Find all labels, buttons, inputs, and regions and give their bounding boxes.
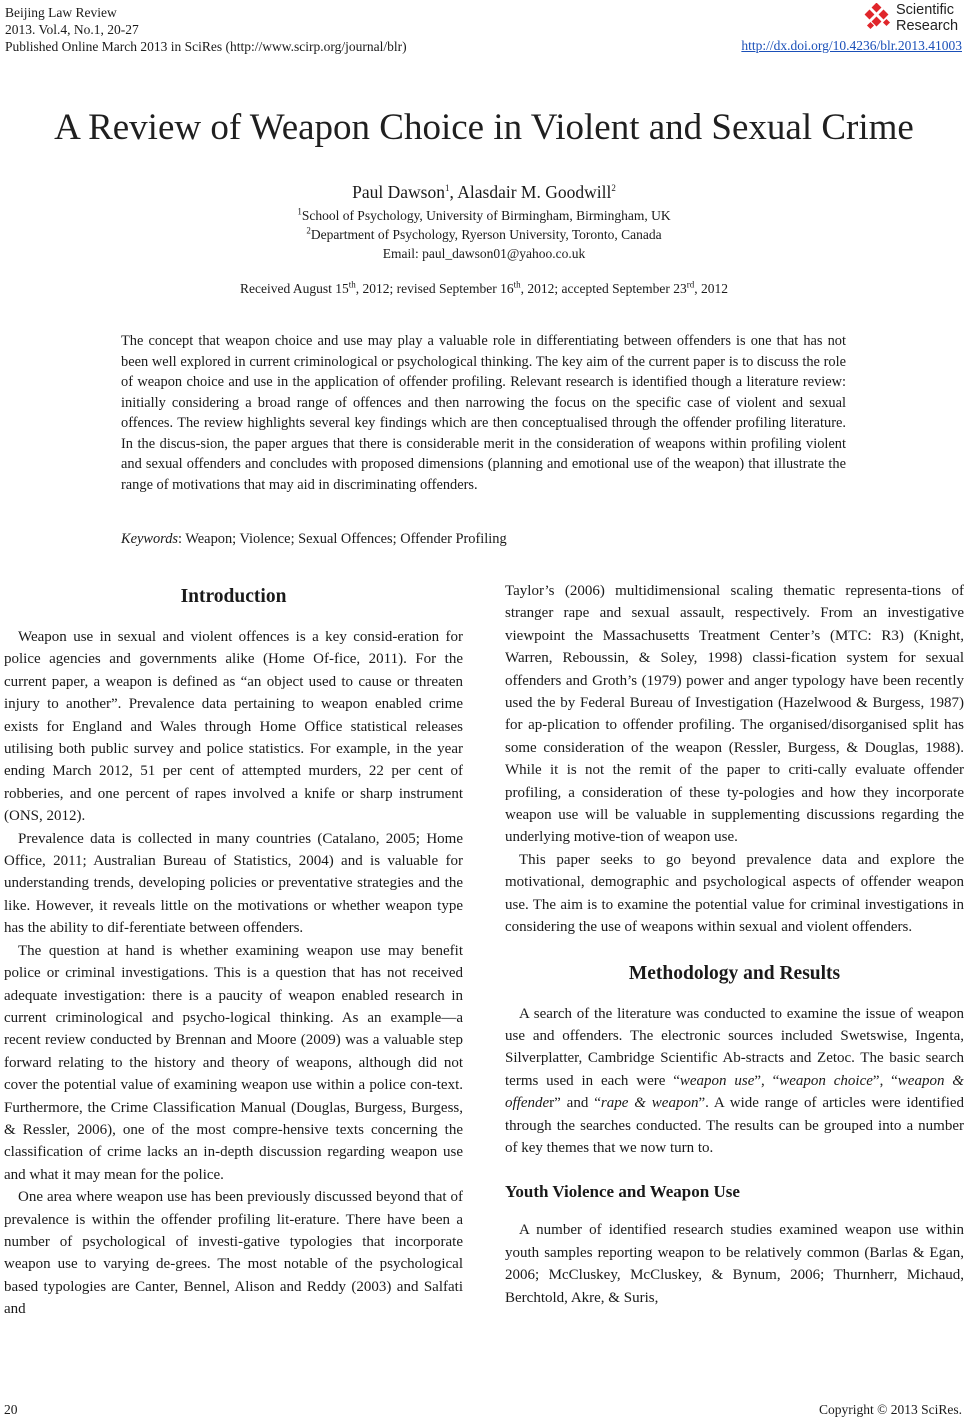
affiliation-2: $^2$Department of Psychology, Ryerson University, Toronto, Canada	[306, 225, 662, 242]
keywords: Keywords: Weapon; Violence; Sexual Offences; Offender Profiling	[121, 531, 507, 547]
paragraph: A search of the literature was conducted to examine the issue of weapon use and offenders. The electronic sources included Swetswise, Ingenta, Silverplatter, Cambridge Scientific Ab-stracts and Zetoc. The basic search terms used in each were “weapon use”, “weapon choice”, “weapon & offender” and “rape & weapon”. A wide range of articles were identified through the searches conducted. The results can be grouped into a number of key themes that we now turn to.	[505, 1005, 965, 1156]
right-column	[505, 580, 964, 1309]
subsection-heading-youth-violence: Youth Violence and Weapon Use	[505, 1182, 740, 1202]
logo-text: Scientific Research	[896, 2, 959, 34]
abstract: The concept that weapon choice and use may play a valuable role in differentiating between offenders is one that has not been well explored in current criminological or psychological thinking. The key aim of the current paper is to discuss the role of weapon choice and use in the application of offender profiling. Relevant research is identified though a literature review: initially considering a broad range of offences and then narrowing the focus on the specific case of violent and sexual offences. The review highlights several key findings which are then conceptualised through the offender profiling literature. In the discus-sion, the paper argues that there is considerable merit in the consideration of weapons within profiling violent and sexual offenders and concludes with proposed dimensions (planning and emotional use of the weapon) that illustrate the range of motivations that may aid in discriminating offenders.	[121, 333, 846, 493]
section-heading-introduction: Introduction	[180, 586, 287, 607]
publisher-logo	[862, 2, 962, 38]
paragraph: Taylor’s (2006) multidimensional scaling thematic representa-tions of stranger rape and sexual assault, respectively. From an investigative viewpoint the Massachusetts Treatment Center’s (MTC: R3) (Knight, Warren, Reboussin, & Soley, 1998) classi-fication system for sexual offenders and Groth’s (1979) power and anger typology have been recently used the by Federal Bureau of Investigation (Hazelwood & Burgess, 1987) for ap-plication to offender profiling. The organised/disorganised split has some consideration of the weapon (Ressler, Burgess, & Douglas, 1988). While it is not the remit of the paper to criti-cally evaluate offender profiling, a consideration of these ty-pologies and how they incorporate weapon use will be valuable in supplementing discussions regarding the underlying motive-tion of weapon use.	[505, 583, 964, 846]
paragraph: The question at hand is whether examining weapon use may benefit police or criminal investigations. This is a question that has not received adequate investigation: there is a paucity of weapon enabled research in current criminological and psycho-logical thinking. As an example—a recent review conducted by Brennan and Moore (2009) was a valuable step forward relating to the history and theory of weapons, although did not cover the potential value of examining weapon use within a police con-text. Furthermore, the Crime Classification Manual (Douglas, Burgess, Burgess, & Ressler, 2006), one of the most compre-hensive texts concerning the classification of crime lacks an in-depth discussion regarding weapon use and what it may mean for the police.	[4, 942, 463, 1183]
paragraph: Prevalence data is collected in many countries (Catalano, 2005; Home Office, 2011; Australian Bureau of Statistics, 2004) and is valuable for understanding trends, developing policies or preventative strategies and the like. However, it reveals little on the motivations or whether weapon type has the ability to dif-ferentiate between offenders.	[4, 830, 463, 937]
paragraph: This paper seeks to go beyond prevalence data and explore the motivational, demographic and psychological aspects of offender weapon use. The aim is to examine the potential value for criminal investigations in considering the use of weapons within sexual and violent offenders.	[505, 851, 964, 936]
paragraph: One area where weapon use has been previously discussed beyond that of prevalence is within the offender profiling lit-erature. There have been a number of psychological of investi-gative typologies that incorporate weapon use to varying de-grees. The most notable of the psychological based typologies are Canter, Bennel, Alison and Reddy (2003) and Salfati and	[4, 1189, 463, 1318]
journal-name: Beijing Law Review	[5, 5, 117, 20]
author-email: Email: paul_dawson01@yahoo.co.uk	[382, 246, 586, 261]
section-heading-methodology: Methodology and Results	[628, 962, 841, 984]
keywords-label: Keywords	[121, 531, 179, 547]
page-number: 20	[4, 1402, 18, 1417]
author-name: Alasdair M. Goodwill	[457, 182, 612, 202]
paragraph: A number of identified research studies examined weapon use within youth samples reporting weapon to be relatively common (Barlas & Egan, 2006; McCluskey, McCluskey, & Bynum, 2006; Thurnherr, Michaud, Berchtold, Akre, & Suris,	[505, 1222, 964, 1306]
left-column	[4, 580, 463, 1321]
paper-title: A Review of Weapon Choice in Violent and Sexual Crime	[54, 107, 914, 148]
affiliation-1: $^1$School of Psychology, University of Birmingham, Birmingham, UK	[297, 206, 671, 223]
copyright: Copyright © 2013 SciRes.	[818, 1402, 962, 1417]
publication-info: Published Online March 2013 in SciRes (http://www.scirp.org/journal/blr)	[5, 39, 407, 54]
scientific-research-logo-icon	[862, 3, 894, 33]
paragraph: Weapon use in sexual and violent offences is a key consid-eration for police agencies and governments alike (Home Of-fice, 2011). For the current paper, a weapon is defined as “an object used to cause or threaten injury to another”. Prevalence data pertaining to weapon enabled crime exists for England and Wales through Home Office statistical releases utilising both public survey and police statistics. For example, in the year ending March 2012, 51 per cent of attempted murders, 22 per cent of robberies, and one percent of rapes involved a knife or sharp instrument (ONS, 2012).	[4, 629, 463, 825]
received-dates: Received August 15th, 2012; revised September 16th, 2012; accepted September 23rd, 2012	[240, 279, 728, 296]
author-list: Paul Dawson$^1$, Alasdair M. Goodwill$^2$	[352, 182, 616, 202]
journal-volume: 2013. Vol.4, No.1, 20-27	[5, 22, 139, 37]
doi-link[interactable]: http://dx.doi.org/10.4236/blr.2013.41003	[741, 38, 962, 53]
author-name: Paul Dawson	[352, 182, 445, 202]
running-header	[5, 4, 407, 55]
